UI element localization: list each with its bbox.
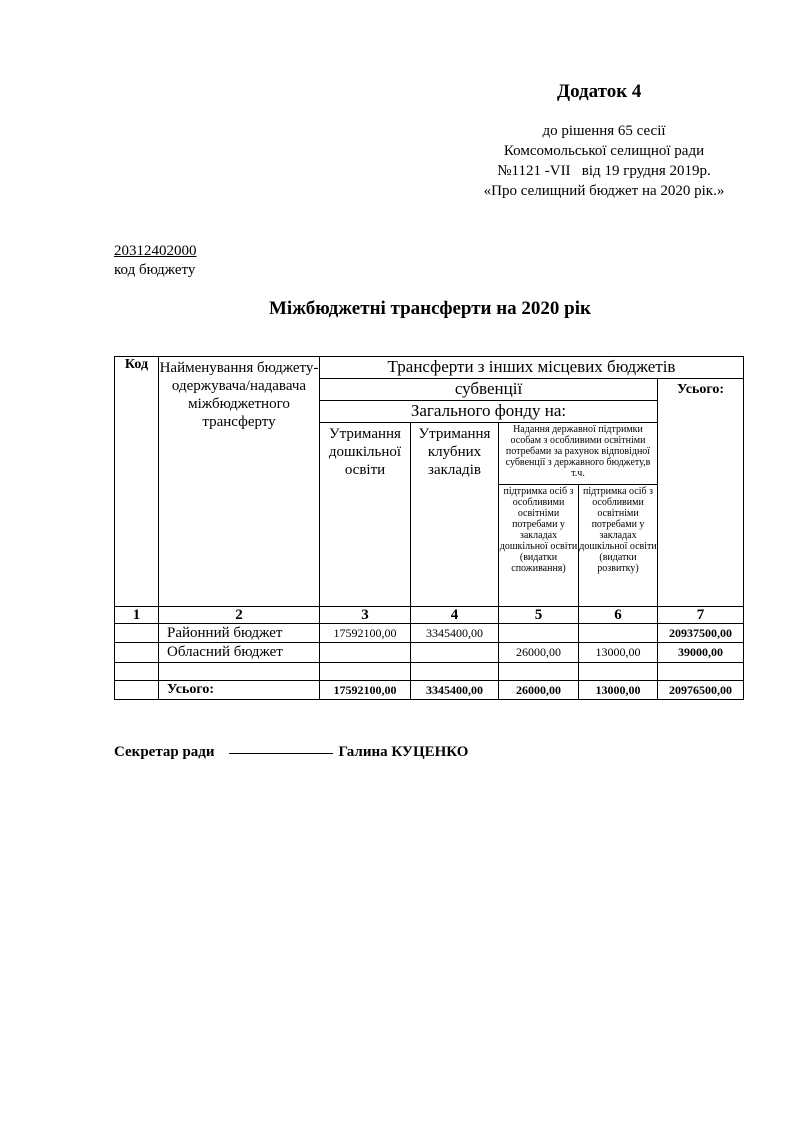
- col-number-6: 6: [579, 607, 658, 624]
- header-code: Код: [115, 357, 159, 607]
- row-c5: 26000,00: [499, 643, 579, 663]
- header-general-fund: Загального фонду на:: [320, 401, 658, 423]
- total-c4: 3345400,00: [411, 681, 499, 700]
- signature-position: Секретар ради: [114, 744, 215, 760]
- budget-code-label: код бюджету: [114, 262, 196, 278]
- row-code: [115, 624, 159, 643]
- row-c4: [411, 643, 499, 663]
- row-c4: 3345400,00: [411, 624, 499, 643]
- total-c6: 13000,00: [579, 681, 658, 700]
- signature-block: [114, 744, 468, 761]
- header-transfers: Трансферти з інших місцевих бюджетів: [320, 357, 744, 379]
- row-c6: [579, 624, 658, 643]
- header-total: Усього:: [658, 379, 744, 607]
- signature-name: Галина КУЦЕНКО: [338, 744, 469, 760]
- col-number-4: 4: [411, 607, 499, 624]
- table-total-row: [115, 681, 744, 700]
- header-col6: підтримка осіб з особливими освітніми потребами у закладах дошкільної освіти (видатки розвитку): [579, 485, 658, 607]
- header-support: Надання державної підтримки особам з особливими освітніми потребами за рахунок відповідної субвенції з державного бюджету,в т.ч.: [499, 423, 658, 485]
- col-number-3: 3: [320, 607, 411, 624]
- annex-reference: [470, 121, 738, 201]
- col-number-1: 1: [115, 607, 159, 624]
- annex-line-4: «Про селищний бюджет на 2020 рік.»: [483, 183, 725, 199]
- header-subventions: субвенції: [320, 379, 658, 401]
- row-c3: [320, 643, 411, 663]
- col-number-2: 2: [159, 607, 320, 624]
- table-row-empty: [115, 663, 744, 681]
- header-name: Найменування бюджету-одержувача/надавача міжбюджетного трансферту: [159, 357, 320, 607]
- col-number-7: 7: [658, 607, 744, 624]
- document-title: Міжбюджетні трансферти на 2020 рік: [269, 298, 591, 319]
- total-c7: 20976500,00: [658, 681, 744, 700]
- annex-line-3: №1121 -VII від 19 грудня 2019р.: [497, 163, 711, 179]
- total-c5: 26000,00: [499, 681, 579, 700]
- table-row: [115, 643, 744, 663]
- header-col3: Утримання дошкільної освіти: [320, 423, 411, 607]
- header-col5: підтримка осіб з особливими освітніми потребами у закладах дошкільної освіти (видатки споживання): [499, 485, 579, 607]
- budget-code-value: 20312402000: [114, 243, 197, 259]
- annex-title: Додаток 4: [557, 81, 642, 102]
- budget-code-block: [114, 242, 197, 280]
- row-c7: 39000,00: [658, 643, 744, 663]
- total-label: Усього:: [159, 681, 320, 700]
- signature-line: [229, 753, 333, 754]
- col-number-5: 5: [499, 607, 579, 624]
- row-name: Районний бюджет: [159, 624, 320, 643]
- annex-line-1: до рішення 65 сесії: [542, 123, 666, 139]
- annex-line-2: Комсомольської селищної ради: [503, 143, 705, 159]
- row-c5: [499, 624, 579, 643]
- header-col4: Утримання клубних закладів: [411, 423, 499, 607]
- row-c7: 20937500,00: [658, 624, 744, 643]
- row-code: [115, 643, 159, 663]
- table-row: [115, 624, 744, 643]
- row-c3: 17592100,00: [320, 624, 411, 643]
- transfers-table: [114, 356, 744, 700]
- row-name: Обласний бюджет: [159, 643, 320, 663]
- total-c3: 17592100,00: [320, 681, 411, 700]
- row-c6: 13000,00: [579, 643, 658, 663]
